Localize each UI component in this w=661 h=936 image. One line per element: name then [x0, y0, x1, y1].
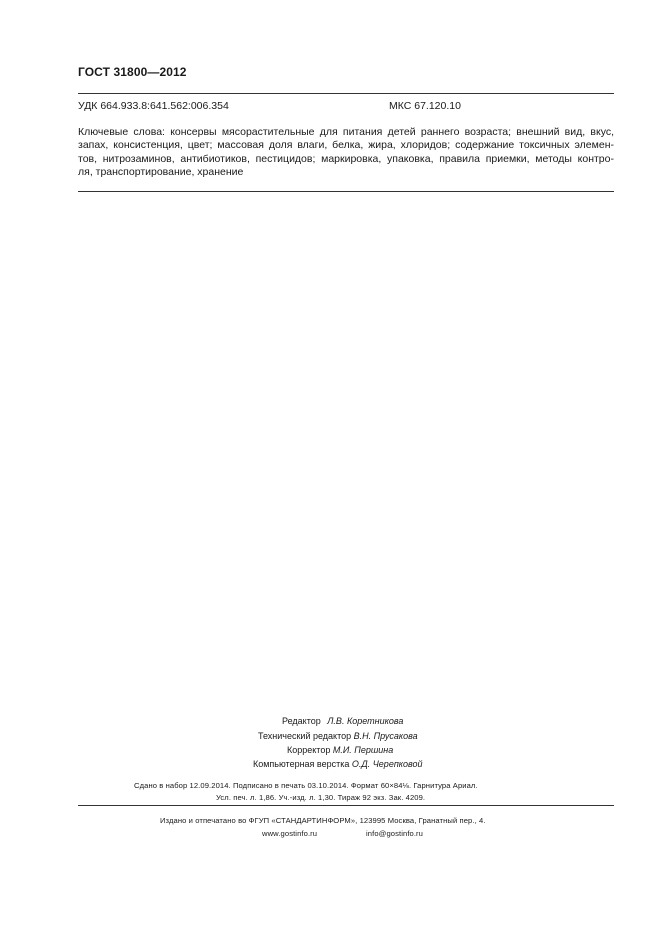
- credit-layout: [253, 757, 423, 772]
- keywords-block: [78, 126, 614, 180]
- credit-tech-editor: [258, 729, 418, 744]
- credit-person: Л.В. Коретникова: [327, 716, 404, 726]
- standard-title: ГОСТ 31800—2012: [78, 65, 187, 79]
- print-details-line: Сдано в набор 12.09.2014. Подписано в печать 03.10.2014. Формат 60×84⅛. Гарнитура Ариал.: [134, 781, 478, 790]
- credit-person: О.Д. Черепковой: [351, 759, 423, 769]
- mks-code: МКС 67.120.10: [389, 100, 461, 112]
- top-rule: [78, 93, 614, 94]
- credit-role: Технический редактор: [258, 731, 352, 741]
- publisher-rule: [78, 805, 614, 806]
- udk-code: УДК 664.933.8:641.562:006.354: [78, 100, 229, 112]
- credit-role: Редактор: [282, 716, 321, 726]
- print-stats-line: Усл. печ. л. 1,86. Уч.-изд. л. 1,30. Тираж 92 экз. Зак. 4209.: [216, 793, 426, 802]
- credit-person: М.И. Першина: [332, 745, 394, 755]
- keywords-line: тов, нитрозаминов, антибиотиков, пестицидов; маркировка, упаковка, правила приемки, методы контро-: [78, 152, 614, 165]
- credit-corrector: [287, 743, 393, 758]
- credit-person: В.Н. Прусакова: [353, 731, 418, 741]
- publisher-website[interactable]: www.gostinfo.ru: [262, 829, 318, 838]
- publisher-address: Издано и отпечатано во ФГУП «СТАНДАРТИНФОРМ», 123995 Москва, Гранатный пер., 4.: [160, 816, 486, 825]
- keywords-line: запах, консистенция, цвет; массовая доля влаги, белка, жира, хлоридов; содержание токсичных элемен-: [78, 139, 614, 152]
- publisher-email[interactable]: info@gostinfo.ru: [366, 829, 424, 838]
- credit-role: Корректор: [287, 745, 331, 755]
- keywords-line: ля, транспортирование, хранение: [78, 166, 244, 179]
- credit-editor: [282, 714, 403, 729]
- keywords-line: Ключевые слова: консервы мясорастительные для питания детей раннего возраста; внешний вид, вкус,: [78, 126, 614, 138]
- credit-role: Компьютерная верстка: [253, 759, 350, 769]
- keywords-bottom-rule: [78, 191, 614, 192]
